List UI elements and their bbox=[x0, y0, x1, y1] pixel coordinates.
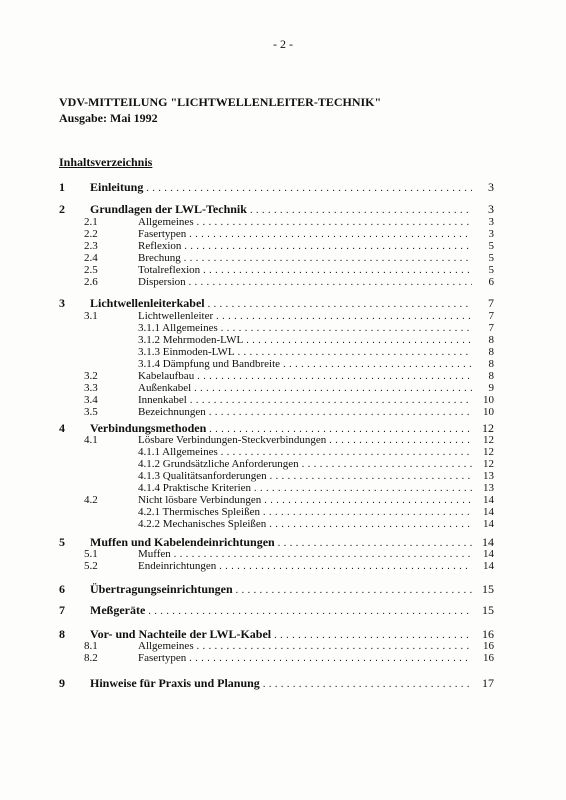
toc-entry-title: Muffen und Kabelendeinrichtungen bbox=[90, 535, 275, 549]
toc-entry-title: 3.1.3 Einmoden-LWL bbox=[138, 346, 235, 358]
dot-leader bbox=[148, 605, 472, 619]
toc-entry-title: 4.2.1 Thermisches Spleißen bbox=[138, 506, 260, 518]
document-title: VDV-MITTEILUNG "LICHTWELLENLEITER-TECHNIK" bbox=[59, 95, 382, 109]
toc-entry-title: Allgemeines bbox=[138, 216, 194, 228]
toc-entry bbox=[0, 405, 566, 419]
toc-entry-page: 3 bbox=[488, 180, 494, 194]
toc-entry-number: 2.3 bbox=[84, 240, 98, 252]
toc-entry-title: Allgemeines bbox=[138, 640, 194, 652]
toc-entry-page: 5 bbox=[488, 252, 494, 264]
toc-entry-number: 1 bbox=[59, 180, 65, 194]
toc-entry-page: 7 bbox=[488, 322, 494, 334]
toc-entry-page: 13 bbox=[483, 482, 494, 494]
toc-entry-page: 8 bbox=[488, 346, 494, 358]
toc-entry-page: 7 bbox=[488, 310, 494, 322]
toc-entry-page: 12 bbox=[483, 458, 494, 470]
toc-entry-page: 15 bbox=[482, 582, 494, 596]
toc-entry-title: Hinweise für Praxis und Planung bbox=[90, 676, 260, 690]
toc-entry-page: 3 bbox=[488, 228, 494, 240]
toc-entry bbox=[0, 559, 566, 573]
toc-entry-title: 3.1.4 Dämpfung und Bandbreite bbox=[138, 358, 281, 370]
toc-entry-page: 8 bbox=[488, 358, 494, 370]
toc-entry-title: Dispersion bbox=[138, 276, 186, 288]
toc-entry-leader bbox=[90, 676, 472, 692]
toc-entry-page: 14 bbox=[483, 494, 494, 506]
toc-entry-title: 4.1.3 Qualitätsanforderungen bbox=[138, 470, 267, 482]
toc-entry-number: 2.6 bbox=[84, 276, 98, 288]
toc-entry-title: 4.1.1 Allgemeines bbox=[138, 446, 218, 458]
toc-entry-title: Nicht lösbare Verbindungen bbox=[138, 494, 262, 506]
toc-entry-leader bbox=[90, 180, 472, 196]
toc-entry-number: 5 bbox=[59, 535, 65, 549]
toc-entry-title: Brechung bbox=[138, 252, 181, 264]
toc-entry-page: 12 bbox=[483, 434, 494, 446]
toc-entry-title: Meßgeräte bbox=[90, 603, 146, 617]
toc-entry-title: Kabelaufbau bbox=[138, 370, 195, 382]
toc-entry-leader bbox=[138, 517, 472, 532]
toc-entry-page: 3 bbox=[488, 216, 494, 228]
dot-leader bbox=[209, 406, 472, 420]
toc-entry-title: Fasertypen bbox=[138, 228, 187, 240]
toc-entry-number: 2.1 bbox=[84, 216, 98, 228]
toc-entry-page: 14 bbox=[483, 548, 494, 560]
toc-entry-number: 5.1 bbox=[84, 548, 98, 560]
toc-entry bbox=[0, 202, 566, 216]
toc-entry-number: 9 bbox=[59, 676, 65, 690]
toc-entry-leader bbox=[90, 603, 472, 619]
dot-leader bbox=[189, 652, 472, 666]
toc-entry-title: Fasertypen bbox=[138, 652, 187, 664]
toc-entry-page: 5 bbox=[488, 264, 494, 276]
toc-entry-page: 8 bbox=[488, 334, 494, 346]
dot-leader bbox=[189, 276, 472, 290]
toc-entry-page: 16 bbox=[483, 652, 494, 664]
toc-entry-number: 3.3 bbox=[84, 382, 98, 394]
toc-entry-title: Muffen bbox=[138, 548, 171, 560]
dot-leader bbox=[236, 584, 472, 598]
toc-entry-title: Lösbare Verbindungen-Steckverbindungen bbox=[138, 434, 327, 446]
toc-entry bbox=[0, 582, 566, 596]
toc-entry-number: 5.2 bbox=[84, 560, 98, 572]
toc-entry-title: Innenkabel bbox=[138, 394, 187, 406]
toc-entry-page: 13 bbox=[483, 470, 494, 482]
toc-entry-number: 3.1 bbox=[84, 310, 98, 322]
toc-entry-leader bbox=[138, 405, 472, 420]
toc-entry-page: 5 bbox=[488, 240, 494, 252]
toc-entry-page: 14 bbox=[483, 506, 494, 518]
toc-entry-leader bbox=[90, 582, 472, 598]
toc-entry-page: 7 bbox=[488, 296, 494, 310]
toc-entry-number: 6 bbox=[59, 582, 65, 596]
toc-entry-page: 14 bbox=[483, 518, 494, 530]
toc-entry-page: 15 bbox=[482, 603, 494, 617]
toc-entry-page: 10 bbox=[483, 394, 494, 406]
toc-entry-number: 7 bbox=[59, 603, 65, 617]
toc-entry-page: 14 bbox=[482, 535, 494, 549]
toc-entry-title: Verbindungsmethoden bbox=[90, 421, 207, 435]
toc-entry-page: 3 bbox=[488, 202, 494, 216]
toc-entry bbox=[0, 296, 566, 310]
toc-entry-page: 14 bbox=[483, 560, 494, 572]
toc-entry-title: 4.1.2 Grundsätzliche Anforderungen bbox=[138, 458, 299, 470]
toc-entry-number: 4 bbox=[59, 421, 65, 435]
toc-entry-title: Bezeichnungen bbox=[138, 406, 206, 418]
toc-entry-number: 2.4 bbox=[84, 252, 98, 264]
toc-entry-leader bbox=[138, 559, 472, 574]
toc-entry-title: 4.2.2 Mechanisches Spleißen bbox=[138, 518, 267, 530]
toc-entry-title: Außenkabel bbox=[138, 382, 192, 394]
toc-entry-title: Lichtwellenleiterkabel bbox=[90, 296, 205, 310]
dot-leader bbox=[219, 560, 472, 574]
toc-heading: Inhaltsverzeichnis bbox=[59, 155, 153, 169]
toc-entry-page: 8 bbox=[488, 370, 494, 382]
toc-entry-page: 9 bbox=[488, 382, 494, 394]
toc-entry-title: Vor- und Nachteile der LWL-Kabel bbox=[90, 627, 272, 641]
toc-entry-page: 6 bbox=[488, 276, 494, 288]
toc-entry-page: 17 bbox=[482, 676, 494, 690]
toc-entry-title: Totalreflexion bbox=[138, 264, 201, 276]
toc-entry-page: 16 bbox=[482, 627, 494, 641]
toc-entry-page: 16 bbox=[483, 640, 494, 652]
toc-entry-number: 8 bbox=[59, 627, 65, 641]
toc-entry-number: 2.2 bbox=[84, 228, 98, 240]
toc-entry-leader bbox=[138, 651, 472, 666]
toc-entry-number: 2 bbox=[59, 202, 65, 216]
toc-entry-title: Endeinrichtungen bbox=[138, 560, 217, 572]
toc-entry bbox=[0, 180, 566, 194]
toc-entry-title: Übertragungseinrichtungen bbox=[90, 582, 233, 596]
edition-date: Ausgabe: Mai 1992 bbox=[59, 111, 158, 125]
toc-entry-number: 3.4 bbox=[84, 394, 98, 406]
dot-leader bbox=[146, 182, 472, 196]
toc-entry-number: 4.2 bbox=[84, 494, 98, 506]
toc-entry-title: 4.1.4 Praktische Kriterien bbox=[138, 482, 252, 494]
page-number: - 2 - bbox=[273, 37, 293, 51]
toc-entry bbox=[0, 517, 566, 531]
toc-entry-page: 10 bbox=[483, 406, 494, 418]
toc-entry-title: 3.1.1 Allgemeines bbox=[138, 322, 218, 334]
toc-entry-page: 12 bbox=[483, 446, 494, 458]
toc-entry-title: Reflexion bbox=[138, 240, 182, 252]
toc-entry bbox=[0, 651, 566, 665]
toc-entry-leader bbox=[138, 275, 472, 290]
toc-entry-title: Grundlagen der LWL-Technik bbox=[90, 202, 247, 216]
toc-entry bbox=[0, 676, 566, 690]
toc-entry-number: 3.5 bbox=[84, 406, 98, 418]
toc-entry-number: 2.5 bbox=[84, 264, 98, 276]
toc-entry-title: 3.1.2 Mehrmoden-LWL bbox=[138, 334, 244, 346]
toc-entry-number: 8.2 bbox=[84, 652, 98, 664]
dot-leader bbox=[263, 678, 472, 692]
toc-entry-page: 12 bbox=[482, 421, 494, 435]
toc-entry-title: Lichtwellenleiter bbox=[138, 310, 214, 322]
toc-entry bbox=[0, 275, 566, 289]
toc-entry-number: 3 bbox=[59, 296, 65, 310]
dot-leader bbox=[269, 518, 472, 532]
toc-entry-number: 4.1 bbox=[84, 434, 98, 446]
toc-entry-number: 3.2 bbox=[84, 370, 98, 382]
toc-entry-title: Einleitung bbox=[90, 180, 144, 194]
toc-entry-number: 8.1 bbox=[84, 640, 98, 652]
toc-entry bbox=[0, 603, 566, 617]
